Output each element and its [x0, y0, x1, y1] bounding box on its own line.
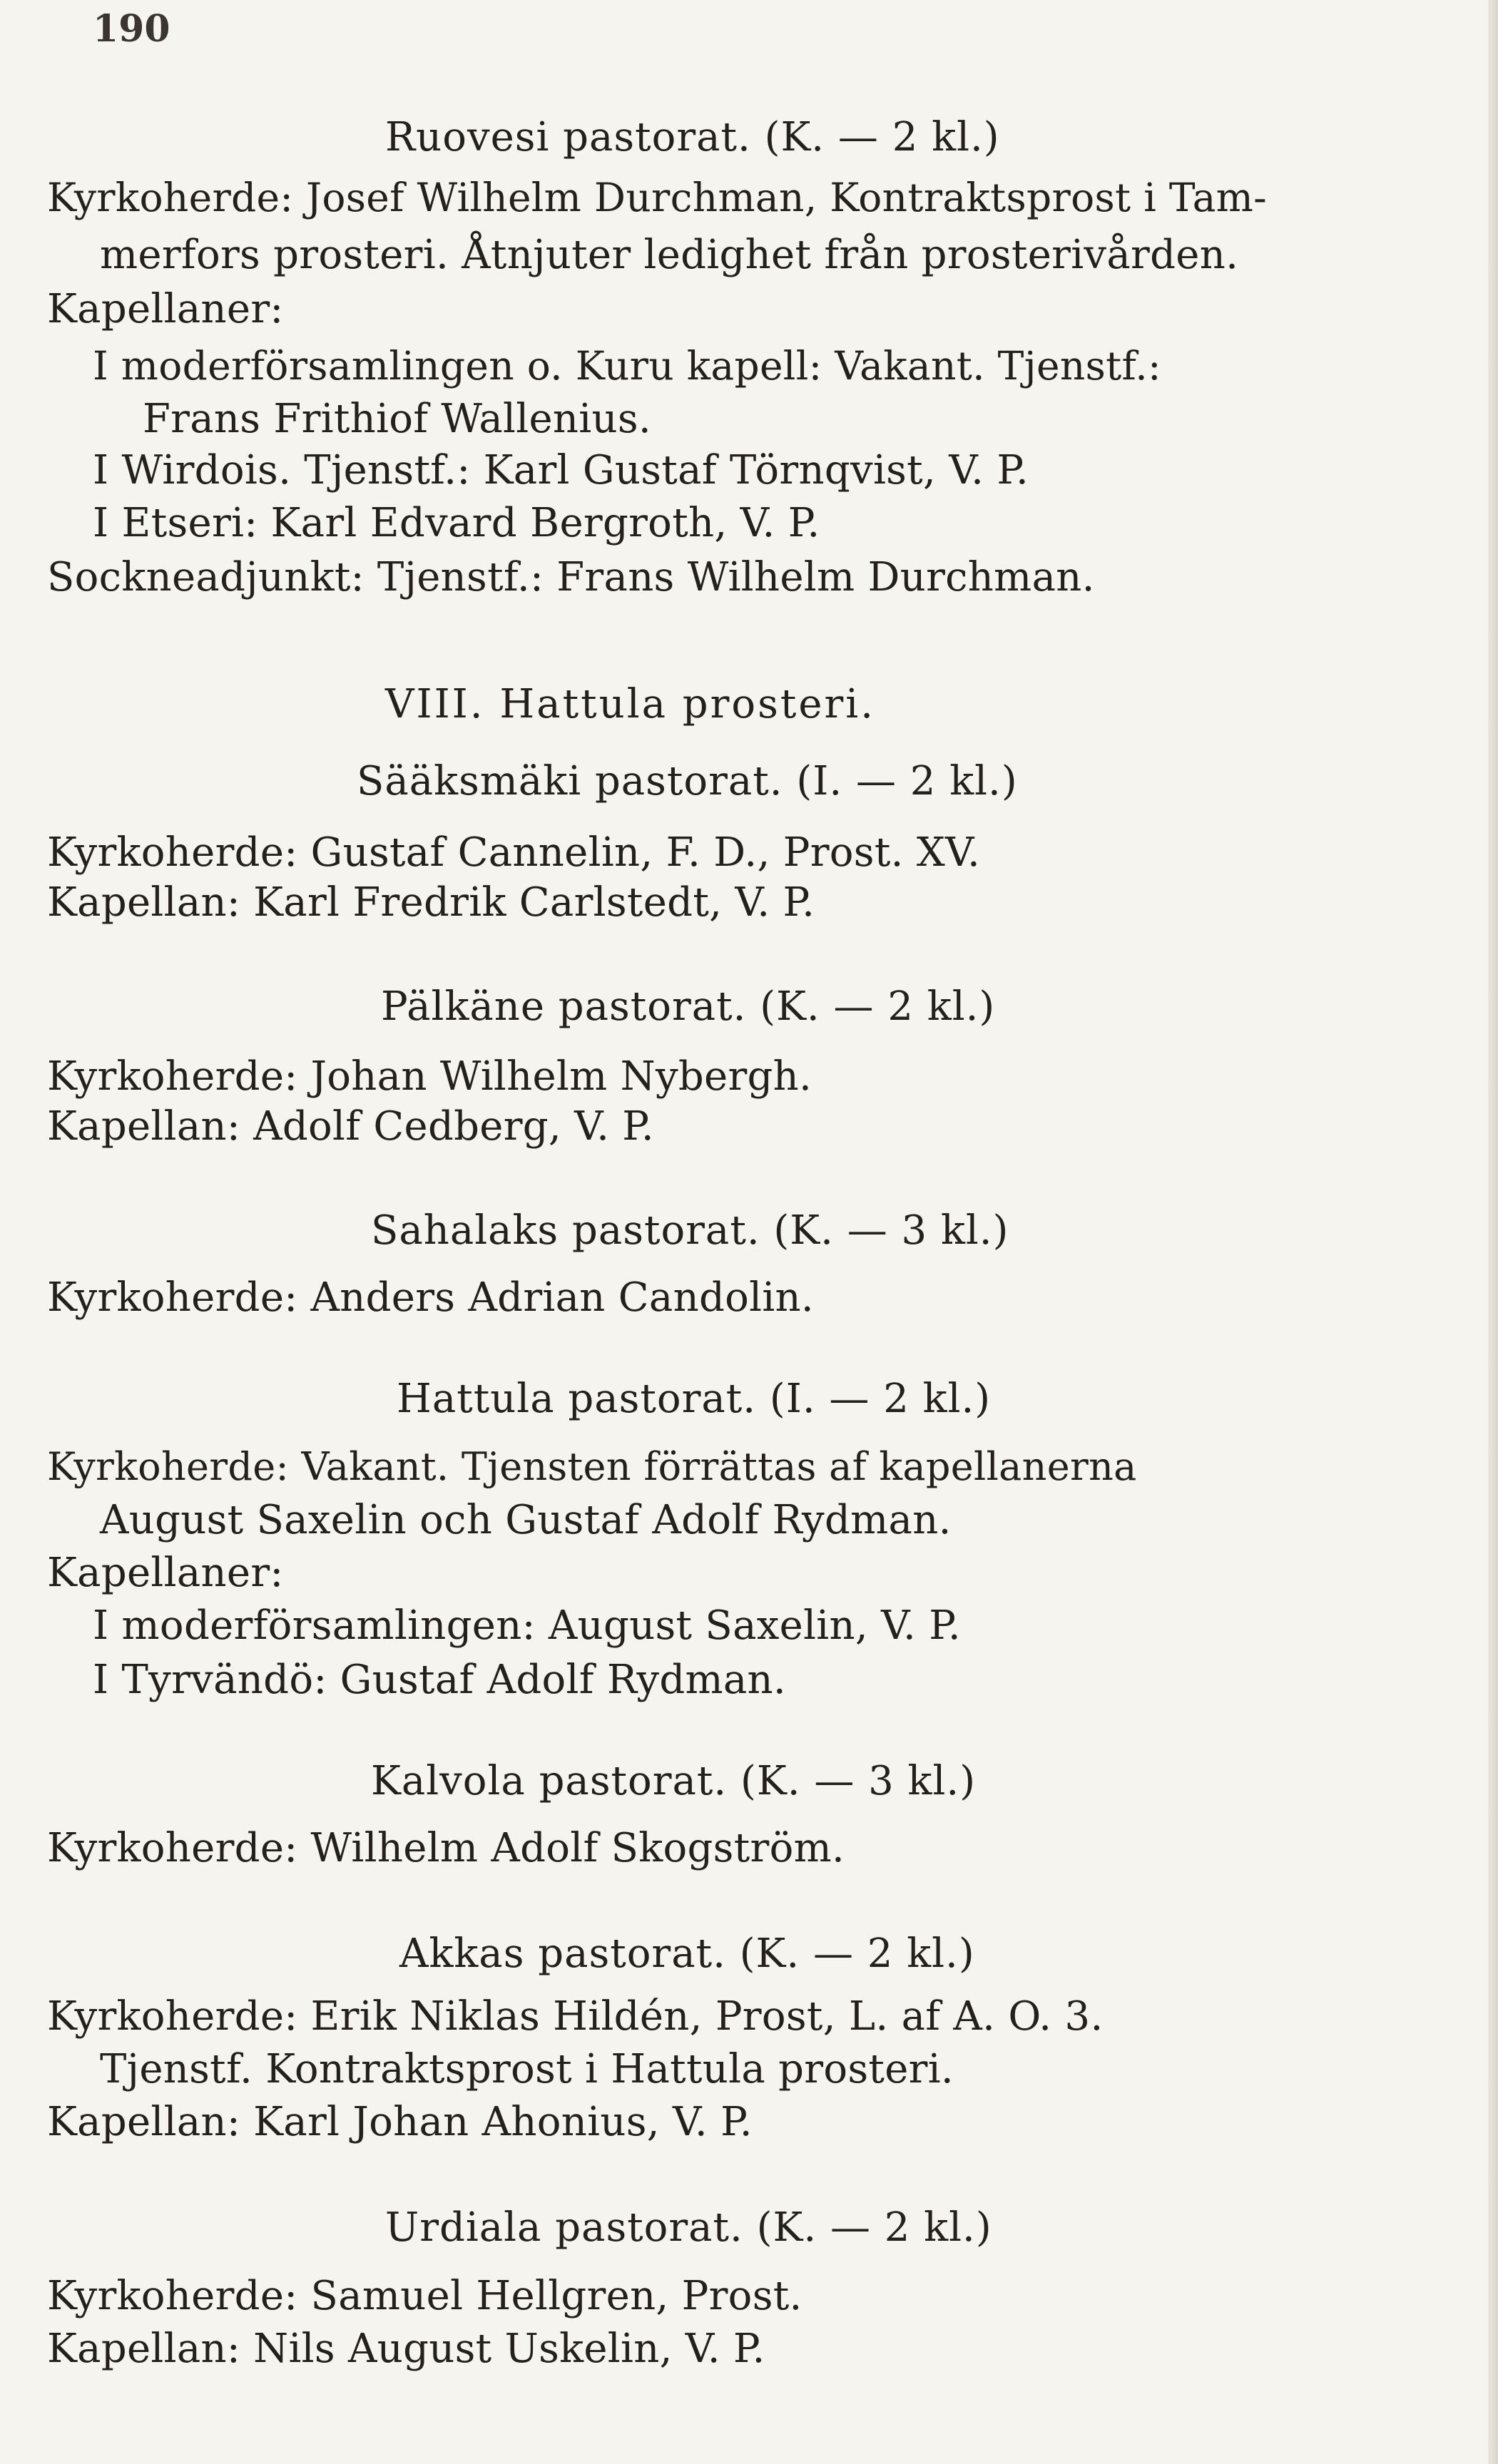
text-line: I moderförsamlingen: August Saxelin, V. P. [93, 1602, 961, 1649]
text-line: I Tyrvändö: Gustaf Adolf Rydman. [93, 1657, 787, 1703]
text-line: I Wirdois. Tjenstf.: Karl Gustaf Törnqvist, V. P. [93, 447, 1029, 494]
text-line: I Etseri: Karl Edvard Bergroth, V. P. [93, 500, 820, 546]
text-line: Kapellan: Karl Johan Ahonius, V. P. [47, 2099, 753, 2145]
text-line: I moderförsamlingen o. Kuru kapell: Vakant. Tjenstf.: [93, 343, 1161, 389]
text-line: Kapellaner: [47, 1550, 284, 1596]
page-edge [1488, 0, 1498, 2464]
text-line: Kapellan: Adolf Cedberg, V. P. [47, 1103, 655, 1150]
pastorat-heading: Hattula pastorat. (I. — 2 kl.) [397, 1376, 992, 1422]
text-line: August Saxelin och Gustaf Adolf Rydman. [100, 1497, 952, 1543]
page-number: 190 [93, 7, 170, 51]
text-line: Kyrkoherde: Johan Wilhelm Nybergh. [47, 1053, 812, 1100]
text-line: Kapellan: Nils August Uskelin, V. P. [47, 2326, 765, 2372]
text-line: Frans Frithiof Wallenius. [143, 396, 651, 442]
pastorat-heading: Sahalaks pastorat. (K. — 3 kl.) [371, 1207, 1009, 1254]
section-heading: VIII. Hattula prosteri. [385, 681, 875, 727]
text-line: Kapellan: Karl Fredrik Carlstedt, V. P. [47, 879, 815, 926]
text-line: Kyrkoherde: Erik Niklas Hildén, Prost, L. af A. O. 3. [47, 1993, 1104, 2040]
text-line: Kapellaner: [47, 286, 284, 332]
text-line: merfors prosteri. Åtnjuter ledighet från prosterivården. [100, 232, 1239, 278]
text-line: Kyrkoherde: Gustaf Cannelin, F. D., Prost. XV. [47, 829, 981, 876]
pastorat-heading: Ruovesi pastorat. (K. — 2 kl.) [385, 114, 1000, 160]
text-line: Kyrkoherde: Samuel Hellgren, Prost. [47, 2273, 802, 2319]
text-line: Kyrkoherde: Wilhelm Adolf Skogström. [47, 1825, 845, 1871]
pastorat-heading: Sääksmäki pastorat. (I. — 2 kl.) [357, 758, 1018, 804]
text-line: Sockneadjunkt: Tjenstf.: Frans Wilhelm Durchman. [47, 554, 1095, 600]
text-line: Kyrkoherde: Vakant. Tjensten förrättas af kapellanerna [47, 1444, 1137, 1489]
text-line: Tjenstf. Kontraktsprost i Hattula prosteri. [100, 2046, 954, 2092]
text-line: Kyrkoherde: Josef Wilhelm Durchman, Kontraktsprost i Tam- [47, 175, 1268, 220]
text-line: Kyrkoherde: Anders Adrian Candolin. [47, 1274, 815, 1321]
pastorat-heading: Kalvola pastorat. (K. — 3 kl.) [371, 1758, 977, 1804]
pastorat-heading: Pälkäne pastorat. (K. — 2 kl.) [381, 983, 996, 1030]
pastorat-heading: Urdiala pastorat. (K. — 2 kl.) [385, 2204, 992, 2251]
pastorat-heading: Akkas pastorat. (K. — 2 kl.) [399, 1931, 975, 1977]
